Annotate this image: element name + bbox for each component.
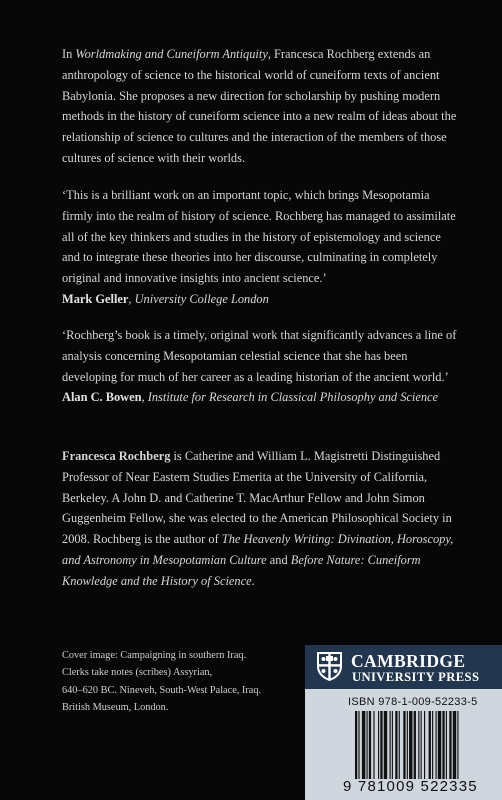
university-shield-icon (316, 651, 343, 682)
isbn-digits: 9 781009 522335 (343, 778, 478, 795)
author-bio (62, 446, 460, 592)
barcode-bar (395, 711, 397, 779)
barcode-bar (442, 711, 444, 779)
barcode-bar (390, 711, 391, 779)
barcode-bar (369, 711, 371, 779)
barcode-bar (418, 711, 419, 779)
publisher-logo-band (305, 645, 502, 689)
book-description (62, 44, 460, 169)
author-bio-text: and (266, 552, 291, 567)
book-title-2: Before Nature: Cuneiform Knowledge and the History of Science (62, 552, 421, 588)
reviewer-affiliation: Institute for Research in Classical Philosophy and Science (147, 390, 439, 405)
reviewer-name: Mark Geller (62, 291, 129, 306)
barcode-bar (446, 711, 447, 779)
barcode-bar (403, 711, 405, 779)
barcode-bar (407, 711, 408, 779)
barcode-bar (380, 711, 382, 779)
barcode-bar (432, 711, 433, 779)
review-attribution: Mark Geller, University College London (62, 291, 269, 306)
reviewer-name: Alan C. Bowen (62, 390, 142, 405)
barcode-bar (367, 711, 368, 779)
publisher-press: UNIVERSITY PRESS (352, 670, 480, 684)
barcode-bar (373, 711, 374, 779)
barcode-bar (436, 711, 437, 779)
review-2 (62, 325, 460, 408)
barcode-bar (453, 711, 456, 779)
barcode-bar (378, 711, 379, 779)
reviewer-affiliation: University College London (134, 291, 269, 306)
credit-line: Cover image: Campaigning in southern Iraq. (62, 650, 247, 661)
publisher-isbn-panel (305, 645, 502, 800)
review-1 (62, 185, 460, 310)
review-quote: ‘This is a brilliant work on an important topic, which brings Mesopotamia firmly into the realm of history of science. Rochberg has managed to assimilate all of the key thinkers and studies in the history of epistemology and science and to integrate these theories into her discourse, culminating in completely original and innovative insights into ancient science.’ (62, 188, 456, 286)
barcode-bar (414, 711, 416, 779)
publisher-name: CAMBRIDGE (351, 651, 466, 671)
barcode-bar (424, 711, 425, 779)
barcode-bar (449, 711, 451, 779)
author-bio-text: is Catherine and William L. Magistretti Distinguished Professor of Near Eastern Studies Emerita at the University of California, Berkeley. A John D. and Catherine T. MacArthur Fellow and John Simon Guggenheim Fellow, she was elected to the American Philosophical Society in 2008. Rochberg is the author of (62, 449, 452, 547)
barcode-bar (384, 711, 387, 779)
description-text: , Francesca Rochberg extends an anthropology of science to the historical world of cuneiform texts of ancient Babylonia. She proposes a new direction for scholarship by pushing modern methods in the history of cuneiform science into a new realm of ideas about the relationship of science to cultures and the interaction of the members of those cultures of science with their worlds. (62, 47, 457, 165)
barcode-bar (438, 711, 441, 779)
book-title: Worldmaking and Cuneiform Antiquity (75, 47, 268, 61)
barcode-bar (362, 711, 365, 779)
review-quote: ‘Rochberg’s book is a timely, original work that significantly advances a line of analysis concerning Mesopotamian celestial science that she has been developing for much of her career as a leading historian of the ancient world.’ (62, 328, 457, 384)
credit-line: British Museum, London. (62, 702, 169, 714)
barcode-bar (429, 711, 431, 779)
barcode-bar (421, 711, 422, 779)
barcode (355, 711, 488, 779)
credit-line: 640–620 BC. Nineveh, South-West Palace, Iraq. (62, 684, 262, 696)
book-title-1: The Heavenly Writing: Divination, Horoscopy, and Astronomy in Mesopotamian Culture (62, 532, 454, 567)
barcode-bar (409, 711, 412, 779)
barcode-bar (355, 711, 357, 779)
credit-line: Clerks take notes (scribes) Assyrian, (62, 667, 213, 679)
isbn-label: ISBN 978-1-009-52233-5 (348, 696, 478, 708)
barcode-bar (358, 711, 359, 779)
cover-image-credit (62, 647, 292, 717)
author-name: Francesca Rochberg (62, 449, 171, 463)
barcode-bar (457, 711, 458, 779)
barcode-bar (399, 711, 400, 779)
barcode-bar (392, 711, 393, 779)
author-bio-text: . (251, 573, 255, 588)
description-prefix: In (62, 47, 76, 61)
review-attribution: Alan C. Bowen, Institute for Research in Classical Philosophy and Science (62, 390, 439, 405)
